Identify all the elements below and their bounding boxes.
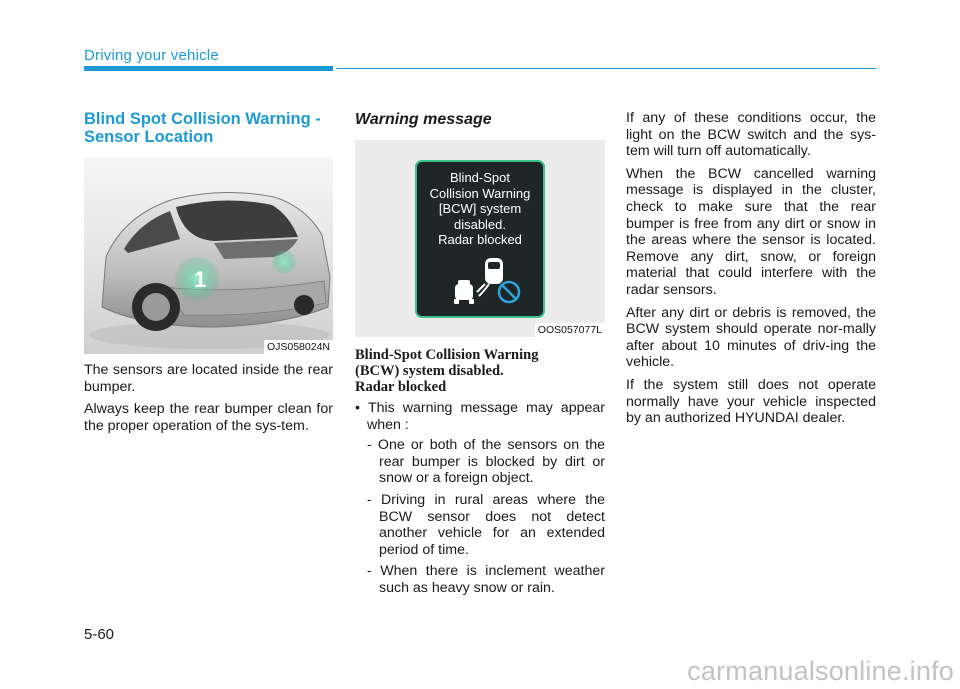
bullet-text: This warning message may appear when : (367, 400, 605, 433)
watermark: carmanualsonline.info (687, 656, 954, 686)
paragraph-dealer-inspection: If the system still does not operate normally have your vehicle inspected by an authorized HYUNDAI dealer. (626, 376, 876, 427)
paragraph-after-cleaning: After any dirt or debris is removed, the BCW system should operate nor-mally after about 10 minutes of driv-ing the vehicle. (626, 304, 876, 371)
header-rule (336, 68, 876, 69)
page-number: 5-60 (84, 626, 115, 643)
svg-text:1: 1 (194, 267, 207, 292)
condition-item-3: - When there is inclement weather such as heavy snow or rain. (367, 563, 605, 596)
sub-heading-line3: Radar blocked (355, 379, 447, 395)
cluster-line-2: Collision Warning (429, 185, 531, 201)
warning-sub-heading (355, 347, 605, 395)
paragraph-cancelled-message: When the BCW cancelled warning message is displayed in the cluster, check to make sure that the rear bumper is free from any dirt or snow in the areas where the sensor is located. Remove any dirt, snow, or foreign material that could interfere with the radar sensors. (626, 165, 876, 298)
condition-item-2: - Driving in rural areas where the BCW sensor does not detect another vehicle for an extended period of time. (367, 491, 605, 558)
paragraph-sensor-location: The sensors are located inside the rear bumper. (84, 362, 333, 395)
figure-code: OOS057077L (535, 323, 605, 337)
column-sensor-location (84, 110, 333, 440)
cluster-screen (415, 160, 545, 318)
cluster-line-5: Radar blocked (438, 232, 522, 247)
condition-item-1: - One or both of the sensors on the rear bumper is blocked by dirt or snow or a foreign object. (367, 437, 605, 487)
column-warning-message (355, 110, 605, 602)
car-illustration (84, 157, 333, 354)
bcw-blocked-icon (417, 254, 543, 316)
cluster-line-4: disabled. (453, 216, 507, 232)
section-title-line2: Sensor Location (84, 128, 214, 146)
paragraph-keep-clean: Always keep the rear bumper clean for the proper operation of the sys-tem. (84, 401, 333, 434)
warning-message-title: Warning message (355, 111, 492, 128)
bullet-dot-icon: • (355, 400, 368, 416)
section-title (84, 110, 333, 146)
column-conditions (626, 110, 876, 433)
section-header: Driving your vehicle (84, 47, 219, 64)
header-accent-bar (84, 66, 333, 71)
paragraph-auto-off: If any of these conditions occur, the light on the BCW switch and the sys-tem will turn off automatically. (626, 110, 876, 160)
figure-code: OJS058024N (264, 340, 333, 354)
section-title-line1: Blind Spot Collision Warning - (84, 110, 321, 128)
bullet-item (355, 400, 605, 433)
sub-heading-line2: (BCW) system disabled. (355, 363, 504, 379)
cluster-display-figure (355, 140, 605, 337)
cluster-line-1: Blind-Spot (450, 170, 510, 185)
cluster-line-3: [BCW] system (438, 201, 522, 216)
sub-heading-line1: Blind-Spot Collision Warning (355, 347, 539, 363)
sensor-right-highlight (272, 250, 296, 274)
car-rear-figure (84, 157, 333, 354)
